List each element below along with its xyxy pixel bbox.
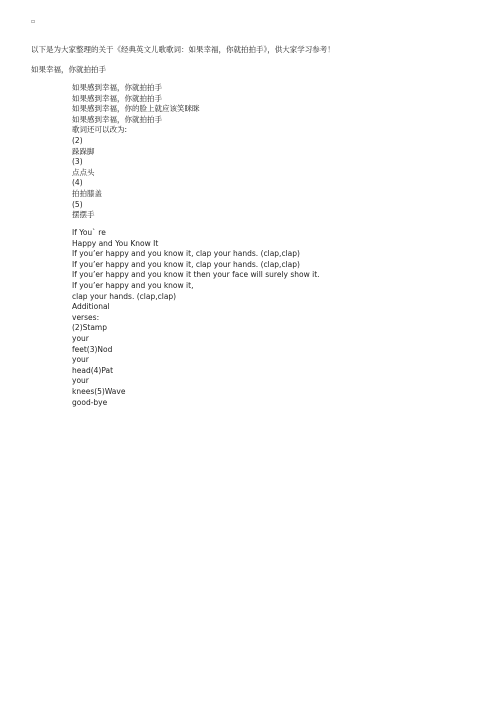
lyric-line: (3) (72, 157, 83, 167)
lyric-line: 摆摆手 (72, 210, 95, 220)
lyric-line: 拍拍膝盖 (72, 188, 102, 198)
lyric-line: your (72, 333, 89, 343)
lyric-line: 如果感到幸福，你的脸上就应该笑眯眯 (72, 104, 200, 114)
lyric-line: (4) (72, 178, 83, 188)
lyric-line: Happy and You Know It (72, 238, 159, 248)
lyric-line: 如果感到幸福，你就拍拍手 (72, 93, 162, 103)
lyric-line: (2)Stamp (72, 323, 107, 333)
lyric-line: verses: (72, 312, 100, 322)
lyric-line: knees(5)Wave (72, 386, 126, 396)
lyric-line: 如果感到幸福，你就拍拍手 (72, 114, 162, 124)
lyric-line: 如果感到幸福，你就拍拍手 (72, 83, 162, 92)
lyric-line: 点点头 (72, 167, 95, 177)
lyric-line: 歌词还可以改为: (72, 125, 128, 135)
corner-mark: ▫ (31, 18, 36, 25)
lyric-line: (5) (72, 199, 83, 209)
lyric-line: 跺跺脚 (72, 146, 95, 156)
lyric-line: Additional (72, 302, 110, 312)
song-heading: 如果幸福，你就拍拍手 (31, 65, 106, 74)
lyric-line: If you’er happy and you know it, clap your hands. (clap,clap) (72, 259, 300, 269)
lyric-line: head(4)Pat (72, 365, 114, 375)
lyric-line: If you’er happy and you know it, clap your hands. (clap,clap) (72, 249, 300, 259)
lyric-line: feet(3)Nod (72, 344, 113, 354)
english-lyrics (72, 228, 320, 408)
lyric-line: If you’er happy and you know it, (72, 280, 194, 290)
lyric-line: (2) (72, 135, 83, 145)
lyric-line: good-bye (72, 397, 108, 407)
intro-paragraph: 以下是为大家整理的关于《经典英文儿歌歌词：如果幸福，你就拍拍手》，供大家学习参考！ (31, 45, 335, 54)
lyric-line: clap your hands. (clap,clap) (72, 291, 177, 301)
lyric-line: your (72, 355, 89, 365)
chinese-lyrics (72, 83, 200, 221)
lyric-line: If you’er happy and you know it then your face will surely show it. (72, 270, 320, 280)
lyric-line: your (72, 376, 89, 386)
lyric-line: If You` re (72, 228, 106, 237)
